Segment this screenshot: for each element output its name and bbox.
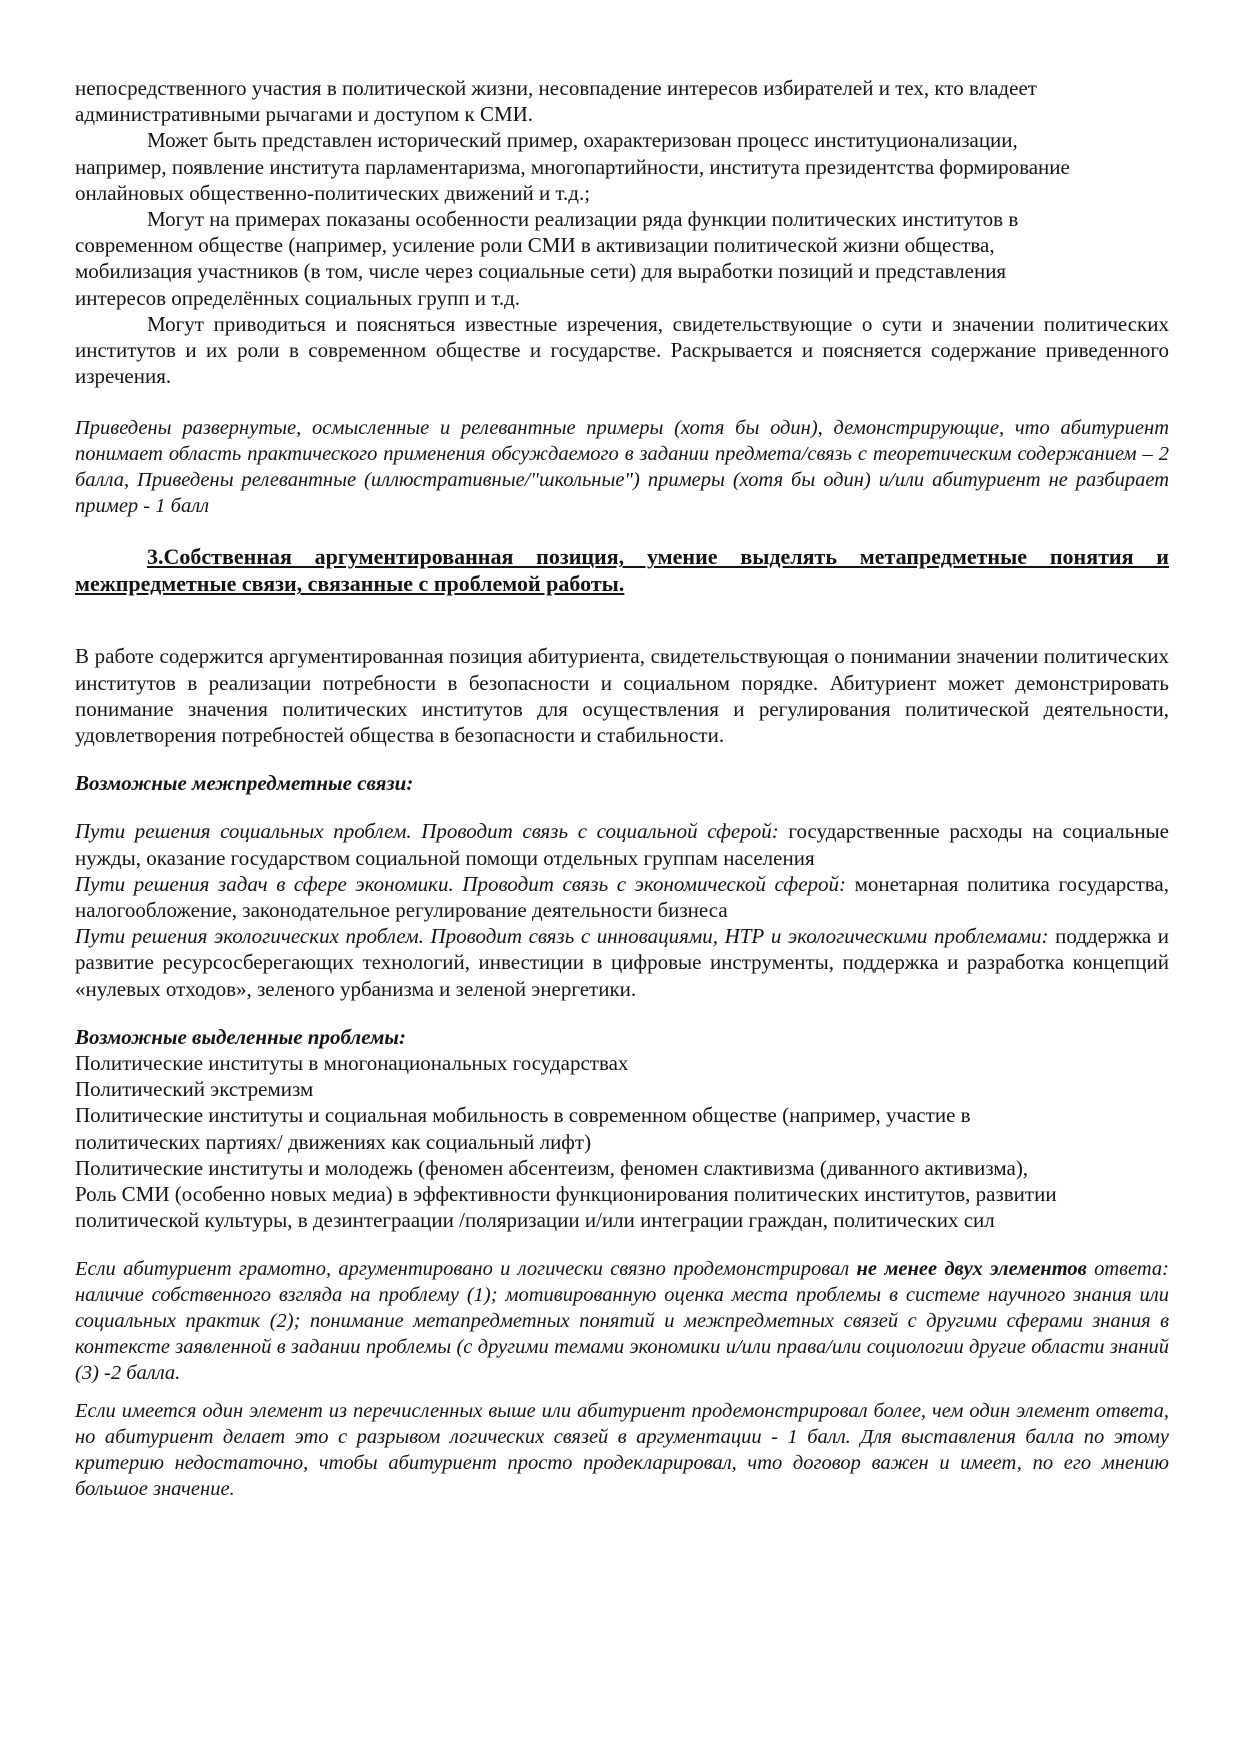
line: мобилизация участников (в том, числе через социальные сети) для выработки позиций и представления bbox=[75, 259, 1007, 284]
line: онлайновых общественно-политических движений и т.д.; bbox=[75, 180, 591, 205]
scoring-criteria-two-points bbox=[75, 1256, 1169, 1386]
list-item: Политические институты и молодежь (феномен абсентеизм, феномен слактивизма (диванного активизма), bbox=[75, 1155, 1029, 1180]
criteria-emphasis: не менее двух элементов bbox=[856, 1257, 1087, 1280]
line: административными рычагами и доступом к СМИ. bbox=[75, 102, 534, 127]
list-item bbox=[75, 871, 1169, 923]
criteria-text: ответа: наличие собственного взгляда на проблему (1); мотивированную оценка места проблемы в системе научного знания или социальных практик (2); понимание метапредметных понятий и межпредметных связей с другими сферами знания в контексте заявленной в задании проблемы (с другими темами экономики и/или права/или социологии другие области знаний (3) -2 балла. bbox=[75, 1257, 1169, 1384]
problems-title: Возможные выделенные проблемы: bbox=[75, 1024, 406, 1049]
line: Могут на примерах показаны особенности реализации ряда функции политических институтов в bbox=[147, 207, 1019, 232]
interdisciplinary-links-title: Возможные межпредметные связи: bbox=[75, 771, 414, 796]
link-text: государственные расходы на социальные нужды, оказание государством социальной помощи отдельных группам населения bbox=[75, 819, 1169, 870]
link-lead: Пути решения экологических проблем. Проводит связь с инновациями, НТР и экологическими проблемами: bbox=[75, 924, 1049, 949]
list-item: Роль СМИ (особенно новых медиа) в эффективности функционирования политических институтов, развитии bbox=[75, 1182, 1057, 1207]
list-item: Политические институты и социальная мобильность в современном обществе (например, участие в bbox=[75, 1103, 971, 1128]
section-heading: 3.Собственная аргументированная позиция, умение выделять метапредметные понятия и межпредметные связи, связанные с проблемой работы. bbox=[75, 544, 1169, 597]
list-item bbox=[75, 818, 1169, 870]
problems-list bbox=[75, 1050, 1169, 1233]
line: интересов определённых социальных групп и т.д. bbox=[75, 285, 521, 310]
link-lead: Пути решения социальных проблем. Проводит связь с социальной сферой: bbox=[75, 819, 779, 844]
link-text: поддержка и развитие ресурсосберегающих технологий, инвестиции в цифровые инструменты, поддержка и разработка концепций «нулевых отходов», зеленого урбанизма и зеленой энергетики. bbox=[75, 924, 1169, 1001]
scoring-criteria-examples: Приведены развернутые, осмысленные и релевантные примеры (хотя бы один), демонстрирующие, что абитуриент понимает область практического применения обсуждаемого в задании предмета/связь с теоретическим содержанием – 2 балла, Приведены релевантные (иллюстративные/"школьные") примеры (хотя бы один) и/или абитуриент не разбирает пример - 1 балл bbox=[75, 417, 1169, 518]
scoring-criteria-one-point: Если имеется один элемент из перечисленных выше или абитуриент продемонстрировал более, чем один элемент ответа, но абитуриент делает это с разрывом логических связей в аргументации - 1 балл. Для выставления балла по этому критерию недостаточно, чтобы абитуриент просто продекларировал, что договор важен и имеет, по его мнению большое значение. bbox=[75, 1399, 1169, 1500]
interdisciplinary-links-list bbox=[75, 818, 1169, 1001]
paragraph-functions-examples bbox=[75, 206, 1169, 311]
line: Может быть представлен исторический пример, охарактеризован процесс институционализации, bbox=[147, 128, 1018, 153]
paragraph-argued-position: В работе содержится аргументированная позиция абитуриента, свидетельствующая о понимании значении политических институтов в реализации потребности в безопасности и социальном порядке. Абитуриент может демонстрировать понимание значения политических институтов для осуществления и регулирования политической деятельности, удовлетворения потребностей общества в безопасности и стабильности. bbox=[75, 644, 1169, 748]
list-item: политических партиях/ движениях как социальный лифт) bbox=[75, 1129, 592, 1154]
paragraph-historical-example bbox=[75, 127, 1169, 206]
line: непосредственного участия в политической жизни, несовпадение интересов избирателей и тех, кто владеет bbox=[75, 76, 1037, 100]
list-item bbox=[75, 923, 1169, 1002]
document-page bbox=[75, 75, 1169, 1502]
list-item: политической культуры, в дезинтеграации /поляризации и/или интеграции граждан, политических сил bbox=[75, 1208, 995, 1233]
criteria-text: Если абитуриент грамотно, аргументировано и логически связно продемонстрировал bbox=[75, 1257, 857, 1280]
list-item: Политический экстремизм bbox=[75, 1077, 314, 1102]
link-text: монетарная политика государства, налогообложение, законодательное регулирование деятельности бизнеса bbox=[75, 871, 1169, 923]
list-item: Политические институты в многонациональных государствах bbox=[75, 1051, 629, 1076]
paragraph-quotes: Могут приводиться и поясняться известные изречения, свидетельствующие о сути и значении политических институтов и их роли в современном обществе и государстве. Раскрывается и поясняется содержание приведенного изречения. bbox=[75, 311, 1169, 389]
paragraph-continuation bbox=[75, 75, 1169, 127]
line: например, появление института парламентаризма, многопартийности, института президентства формирование bbox=[75, 154, 1070, 179]
link-lead: Пути решения задач в сфере экономики. Проводит связь с экономической сферой: bbox=[75, 871, 847, 896]
line: современном обществе (например, усиление роли СМИ в активизации политической жизни общества, bbox=[75, 233, 995, 258]
